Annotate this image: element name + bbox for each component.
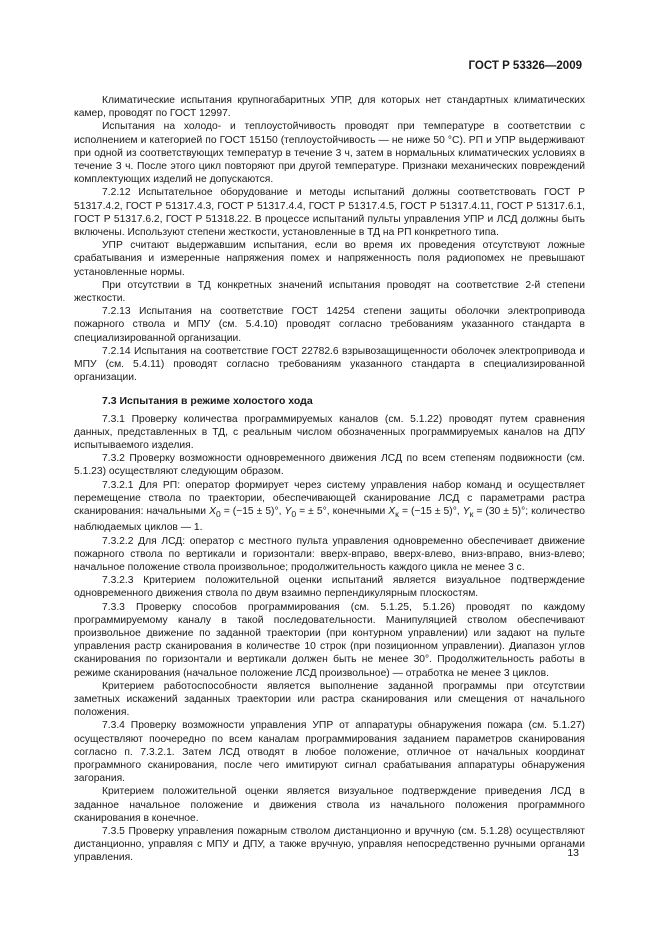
paragraph: 7.3.3 Проверку способов программирования (см. 5.1.25, 5.1.26) проводят по каждому программируемому каналу в такой последовательности. Манипуляцией стволом обеспечивают произвольное движение по заданной траектории (при контурном управлении) или задают на пульте управления растр сканирования в количестве 10 строк (при позиционном управлении). Диапазон углов сканирования по горизонтали и вертикали должен быть не менее 30°. Продолжительность работы в режиме сканирования (начальное положение ЛСД произвольное) — отработка не менее 3 циклов. [74,601,585,679]
paragraph: УПР считают выдержавшим испытания, если во время их проведения отсутствуют ложные срабатывания и измеренные напряжения помех и напряженность поля радиопомех не превышают установленные нормы. [74,240,585,278]
paragraph-7-3-2-1 [74,479,585,535]
text-run: = (−15 ± 5)°, [398,506,463,518]
subscript: 0 [291,509,297,520]
document-code-header: ГОСТ Р 53326—2009 [468,60,582,72]
paragraph: Климатические испытания крупногабаритных УПР, для которых нет стандартных климатических камер, проводят по ГОСТ 12997. [74,95,585,120]
paragraph: 7.2.14 Испытания на соответствие ГОСТ 22782.6 взрывозащищенности оболочек электропривода и МПУ (см. 5.4.11) проводят согласно требованиям указанного стандарта в специализированной организации. [74,345,585,384]
symbol-x: X [388,506,396,518]
text-run: = (−15 ± 5)°, [220,506,285,518]
symbol-y: Y [462,506,470,518]
text-run: = ± 5°, конечными [296,506,389,518]
paragraph: 7.3.2 Проверку возможности одновременного движения ЛСД по всем степеням подвижности (см. 5.1.23) осуществляют следующим образом. [74,453,585,478]
paragraph: Критерием работоспособности является выполнение заданной программы при отсутствии заметных искажений заданных траектории или растра сканирования или смещения от начального положения. [74,680,585,719]
symbol-x: X [209,506,216,518]
page-number: 13 [567,847,579,859]
paragraph: 7.3.1 Проверку количества программируемых каналов (см. 5.1.22) проводят путем сравнения данных, представленных в ТД, с реальным числом обозначенных программируемых каналов на ДПУ испытываемого изделия. [74,413,585,452]
subscript: к [395,509,399,520]
section-heading: 7.3 Испытания в режиме холостого хода [102,395,313,408]
text-run: = (30 ± 5)°; количество наблюдаемых циклов — 1. [74,506,586,534]
paragraph: При отсутствии в ТД конкретных значений испытания проводят на соответствие 2-й степени жесткости. [74,279,585,305]
subscript: к [469,509,474,520]
symbol-y: Y [284,506,292,518]
paragraph: Критерием положительной оценки является визуальное подтверждение приведения ЛСД в заданное начальное положение и движения ствола из начального положения программного сканирования в конечное. [74,786,585,824]
paragraph: 7.3.2.3 Критерием положительной оценки испытаний является визуальное подтверждение одновременного движения ствола по двум взаимно перпендикулярным плоскостям. [74,575,585,600]
paragraph: Испытания на холодо- и теплоустойчивость проводят при температуре в соответствии с исполнением и категорией по ГОСТ 15150 (теплоустойчивость — не ниже 50 °С). РП и УПР выдерживают при одной из соответствующих температур в течение 3 ч, затем в нормальных климатических условиях в течение 3 ч. После этого цикл повторяют при другой температуре. Признаки механических повреждений комплектующих изделий не допускаются. [74,121,585,186]
paragraph: 7.3.4 Проверку возможности управления УПР от аппаратуры обнаружения пожара (см. 5.1.27) осуществляют поочередно по всем каналам программирования заданием параметров сканирования согласно п. 7.3.2.1. Затем ЛСД отводят в любое положение, отличное от начальных координат программного сканирования, после чего имитируют сигнал срабатывания аппаратуры обнаружения загорания. [74,720,585,785]
paragraph: 7.2.12 Испытательное оборудование и методы испытаний должны соответствовать ГОСТ Р 51317.4.2, ГОСТ Р 51317.4.3, ГОСТ Р 51317.4.4, ГОСТ Р 51317.4.5, ГОСТ Р 51317.4.11, ГОСТ Р 51317.6.1, ГОСТ Р 51317.6.2, ГОСТ Р 51318.22. В процессе испытаний пульты управления УПР и ЛСД должны быть включены. Используют степени жесткости, установленные в ТД на РП конкретного типа. [74,187,585,239]
paragraph: 7.2.13 Испытания на соответствие ГОСТ 14254 степени защиты оболочки электропривода пожарного ствола и МПУ (см. 5.4.10) проводят согласно требованиям указанного стандарта в специализированной организации. [74,306,585,344]
text-run: 7.3.2.1 Для РП: оператор формирует через систему управления набор команд и осуществляет перемещение ствола по траектории, обеспечивающей сканирование ЛСД с параметрами растра сканирования: начальными [74,479,585,518]
document-body [74,94,585,865]
paragraph: 7.3.2.2 Для ЛСД: оператор с местного пульта управления одновременно обеспечивает движение пожарного ствола по вертикали и горизонтали: вверх-вправо, вверх-влево, вниз-вправо, вниз-влево; начальное положение ствола произвольное; продолжительность каждого цикла не менее 3 с. [74,535,585,573]
subscript: 0 [215,509,221,520]
paragraph: 7.3.5 Проверку управления пожарным стволом дистанционно и вручную (см. 5.1.28) осуществляют дистанционно, управляя с МПУ и ДПУ, а также вручную, управляя непосредственно ручными органами управления. [74,826,585,864]
